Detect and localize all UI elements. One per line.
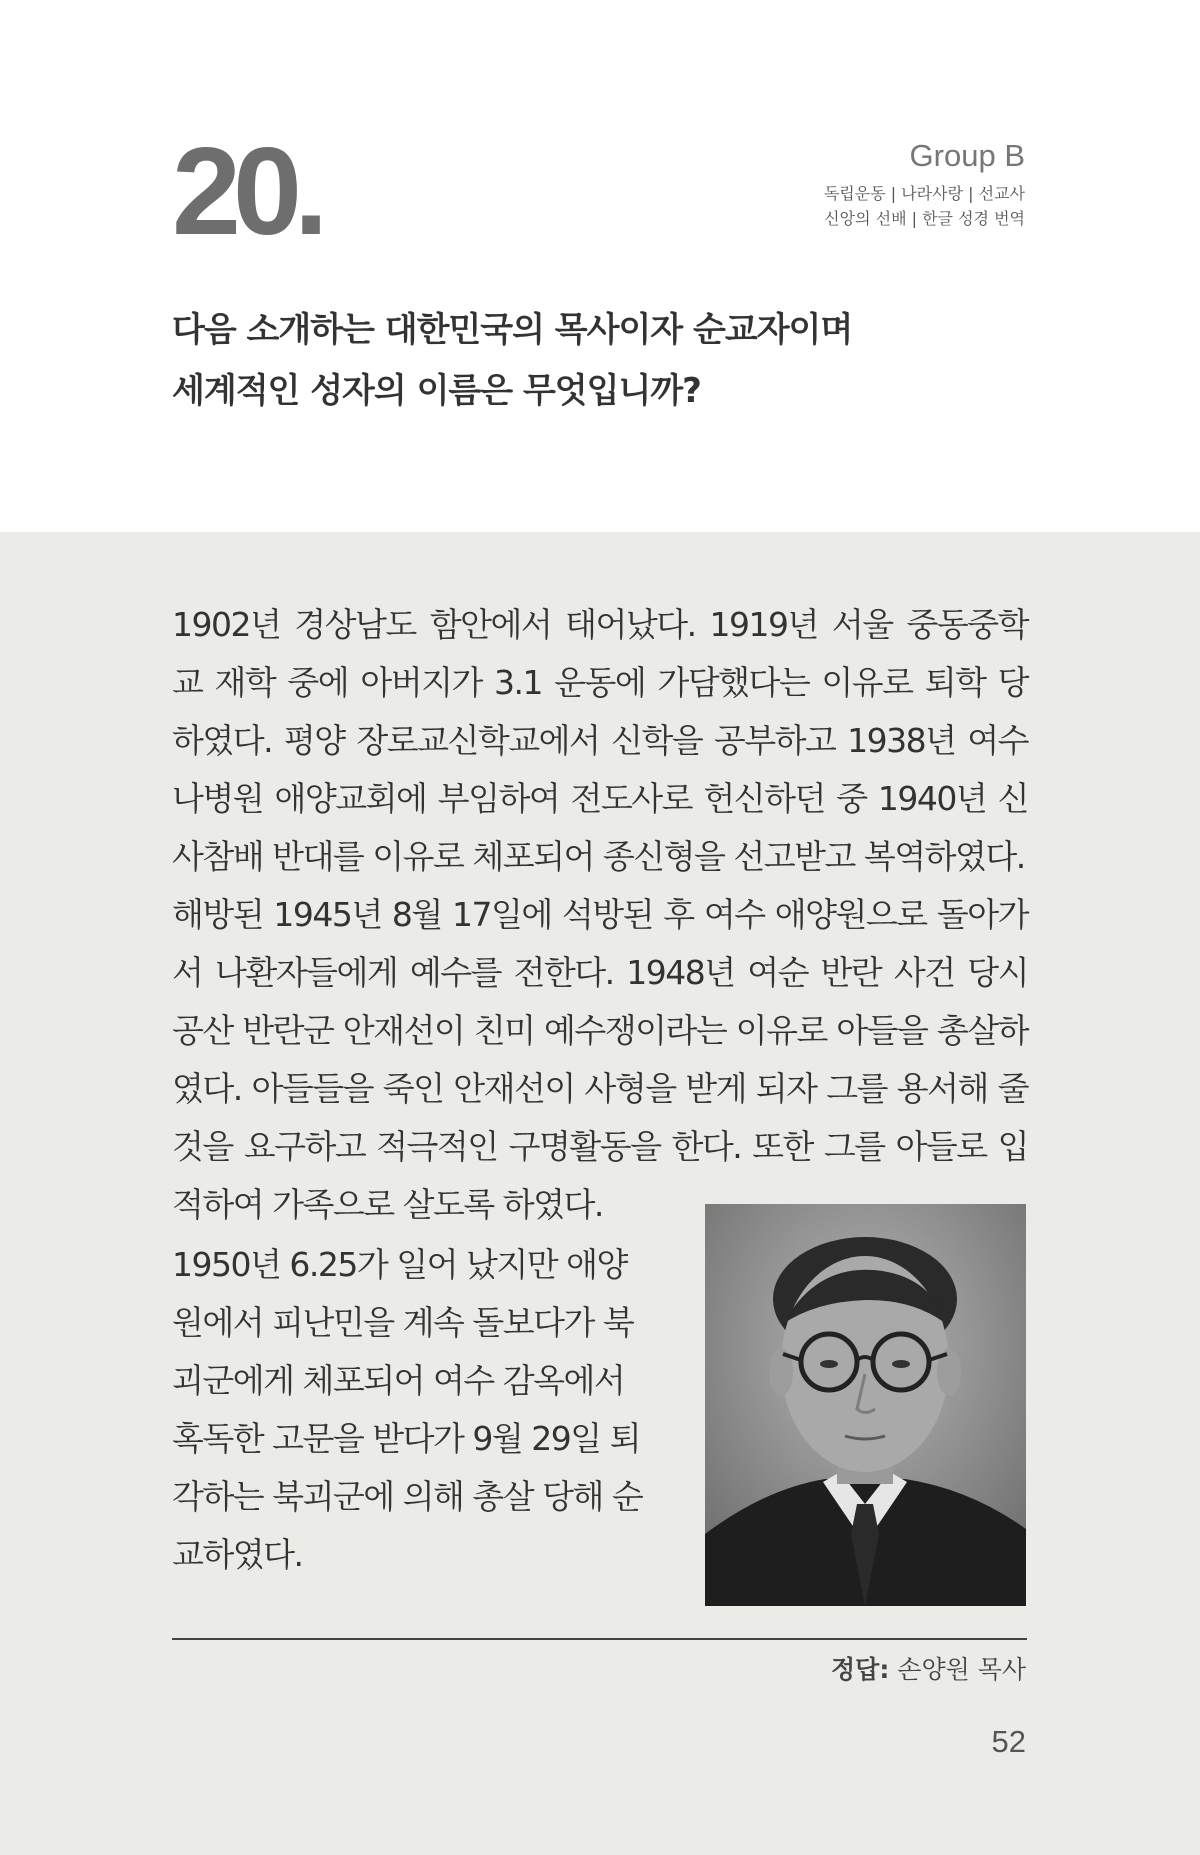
explanation-text (172, 596, 1028, 1234)
group-tags-line-2: 신앙의 선배 | 한글 성경 번역 (824, 209, 1025, 228)
paragraph-2: 해방된 1945년 8월 17일에 석방된 후 여수 애양원으로 돌아가서 나환자들에게 예수를 전한다. 1948년 여순 반란 사건 당시 공산 반란군 안재선이 친미 예수쟁이라는 이유로 아들을 총살하였다. 아들들을 죽인 안재선이 사형을 받게 되자 그를 용서해 줄 것을 요구하고 적극적인 구명활동을 한다. 또한 그를 아들로 입적하여 가족으로 살도록 하였다. (172, 895, 1028, 1224)
question-line-2: 세계적인 성자의 이름은 무엇입니까? (172, 371, 701, 411)
paragraph-1: 1902년 경상남도 함안에서 태어났다. 1919년 서울 중동중학교 재학 중에 아버지가 3.1 운동에 가담했다는 이유로 퇴학 당하였다. 평양 장로교신학교에서 신학을 공부하고 1938년 여수 나병원 애양교회에 부임하여 전도사로 헌신하던 중 1940년 신사참배 반대를 이유로 체포되어 종신형을 선고받고 복역하였다. (172, 605, 1028, 876)
portrait-illustration (705, 1204, 1026, 1606)
group-tags-line-1: 독립운동 | 나라사랑 | 선교사 (823, 184, 1025, 203)
answer-line (831, 1650, 1026, 1686)
question-header-section (0, 0, 1200, 532)
group-title: Group B (909, 138, 1025, 173)
answer-label: 정답: (831, 1655, 890, 1684)
question-number: 20. (172, 123, 321, 261)
answer-value: 손양원 목사 (897, 1655, 1026, 1684)
question-line-1: 다음 소개하는 대한민국의 목사이자 순교자이며 (172, 310, 853, 350)
question-text (172, 300, 852, 422)
page-number: 52 (991, 1724, 1026, 1759)
paragraph-3: 1950년 6.25가 일어 났지만 애양원에서 피난민을 계속 돌보다가 북괴군에게 체포되어 여수 감옥에서 혹독한 고문을 받다가 9월 29일 퇴각하는 북괴군에 의해 총살 당해 순교하였다. (172, 1245, 643, 1574)
divider-line (172, 1638, 1027, 1640)
group-info (824, 140, 1025, 231)
portrait-photo (705, 1204, 1026, 1606)
